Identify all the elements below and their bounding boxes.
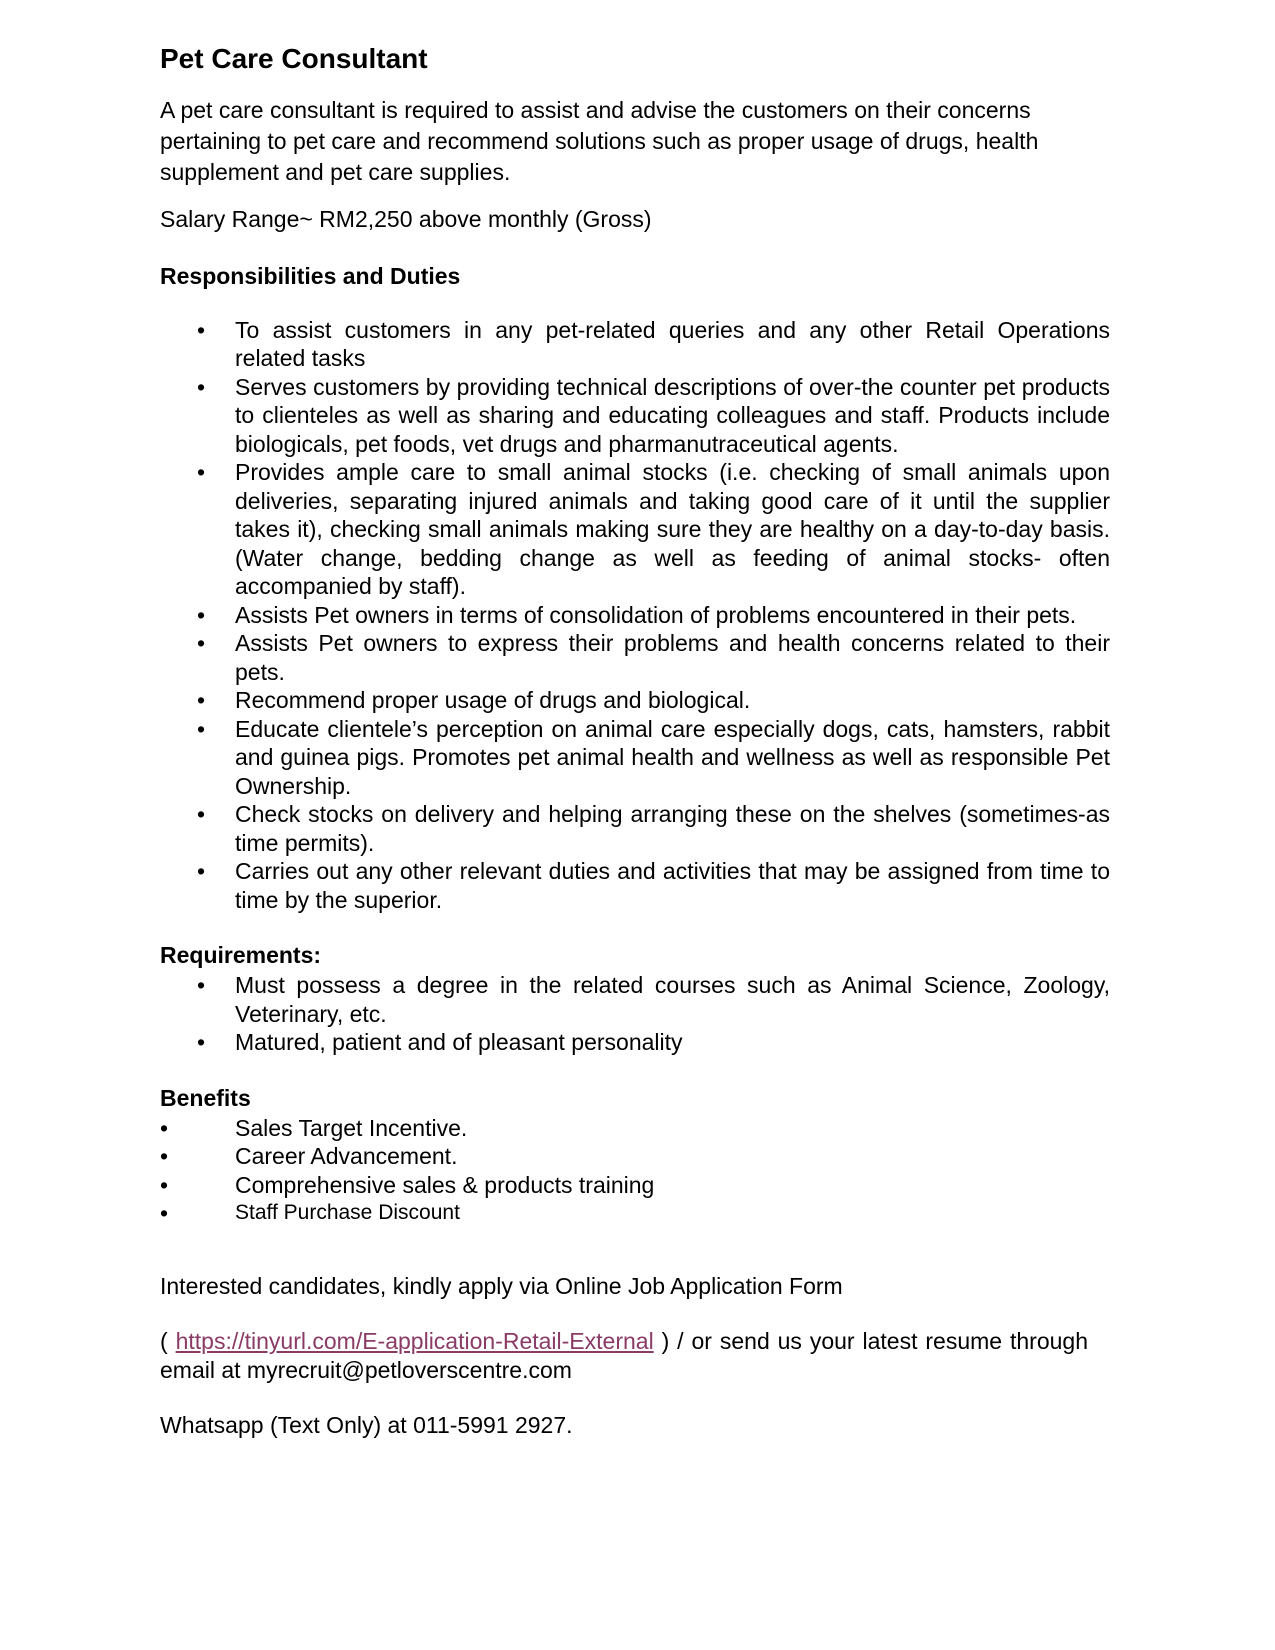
responsibilities-list — [160, 316, 1110, 915]
bullet-icon: • — [197, 316, 206, 343]
list-item: • Must possess a degree in the related courses such as Animal Science, Zoology, Veterinary, etc. — [197, 972, 1110, 1027]
bullet-icon: • — [197, 858, 206, 885]
bullet-icon: • — [197, 630, 206, 657]
list-item: • Check stocks on delivery and helping arranging these on the shelves (sometimes-as time permits). — [197, 801, 1110, 856]
bullet-icon: • — [197, 1029, 206, 1056]
benefits-heading: Benefits — [160, 1084, 251, 1111]
bullet-icon: • — [160, 1200, 169, 1227]
list-item: • Staff Purchase Discount — [160, 1200, 460, 1227]
requirements-heading: Requirements: — [160, 942, 322, 969]
bullet-icon: • — [160, 1143, 169, 1170]
list-item: • To assist customers in any pet-related queries and any other Retail Operations related tasks — [197, 316, 1110, 372]
list-item: • Assists Pet owners to express their problems and health concerns related to their pets. — [197, 630, 1110, 685]
contact-paragraph — [160, 1327, 1088, 1384]
bullet-icon: • — [160, 1114, 169, 1141]
whatsapp-contact: Whatsapp (Text Only) at 011-5991 2927. — [160, 1412, 573, 1439]
list-item: • Recommend proper usage of drugs and biological. — [197, 687, 751, 714]
benefits-list — [160, 1114, 1110, 1228]
bullet-icon: • — [197, 687, 206, 714]
contact-details: ) / or send us your latest resume through email at myrecruit@petloverscentre.com — [160, 1328, 1089, 1383]
job-posting — [160, 44, 1110, 1440]
bullet-icon: • — [197, 972, 206, 999]
page-title: Pet Care Consultant — [160, 43, 428, 74]
intro-paragraph: A pet care consultant is required to assist and advise the customers on their concerns pertaining to pet care and recommend solutions such as proper usage of drugs, health supplement and pet care supplies. — [160, 96, 1039, 185]
bullet-icon: • — [197, 373, 206, 400]
list-item: • Educate clientele’s perception on animal care especially dogs, cats, hamsters, rabbit and guinea pigs. Promotes pet animal health and wellness as well as responsible Pet Ownership. — [197, 715, 1110, 799]
list-item: • Assists Pet owners in terms of consolidation of problems encountered in their pets. — [197, 601, 1077, 628]
list-item: • Provides ample care to small animal stocks (i.e. checking of small animals upon deliveries, separating injured animals and taking good care of it until the supplier takes it), checking small animals making sure they are healthy on a day-to-day basis. (Water change, bedding change as well as feeding of animal stocks- often accompanied by staff). — [197, 459, 1110, 600]
list-item: • Carries out any other relevant duties and activities that may be assigned from time to time by the superior. — [197, 858, 1110, 913]
bullet-icon: • — [197, 459, 206, 486]
bullet-icon: • — [197, 801, 206, 828]
list-item: • Serves customers by providing technical descriptions of over-the counter pet products to clienteles as well as sharing and educating colleagues and staff. Products include biologicals, pet foods, vet drugs and pharmanutraceutical agents. — [197, 373, 1110, 457]
bullet-icon: • — [197, 601, 206, 628]
responsibilities-heading: Responsibilities and Duties — [160, 262, 461, 289]
apply-instructions: Interested candidates, kindly apply via Online Job Application Form — [160, 1272, 843, 1299]
bullet-icon: • — [160, 1171, 169, 1198]
application-form-link[interactable]: https://tinyurl.com/E-application-Retail-External — [175, 1328, 654, 1355]
list-item: • Comprehensive sales & products training — [160, 1171, 655, 1198]
salary-range: Salary Range~ RM2,250 above monthly (Gross) — [160, 205, 652, 232]
bullet-icon: • — [197, 715, 206, 742]
list-item: • Career Advancement. — [160, 1143, 458, 1170]
list-item: • Matured, patient and of pleasant personality — [197, 1029, 683, 1056]
open-paren: ( — [160, 1328, 168, 1355]
list-item: • Sales Target Incentive. — [160, 1114, 468, 1141]
requirements-list — [160, 971, 1110, 1057]
